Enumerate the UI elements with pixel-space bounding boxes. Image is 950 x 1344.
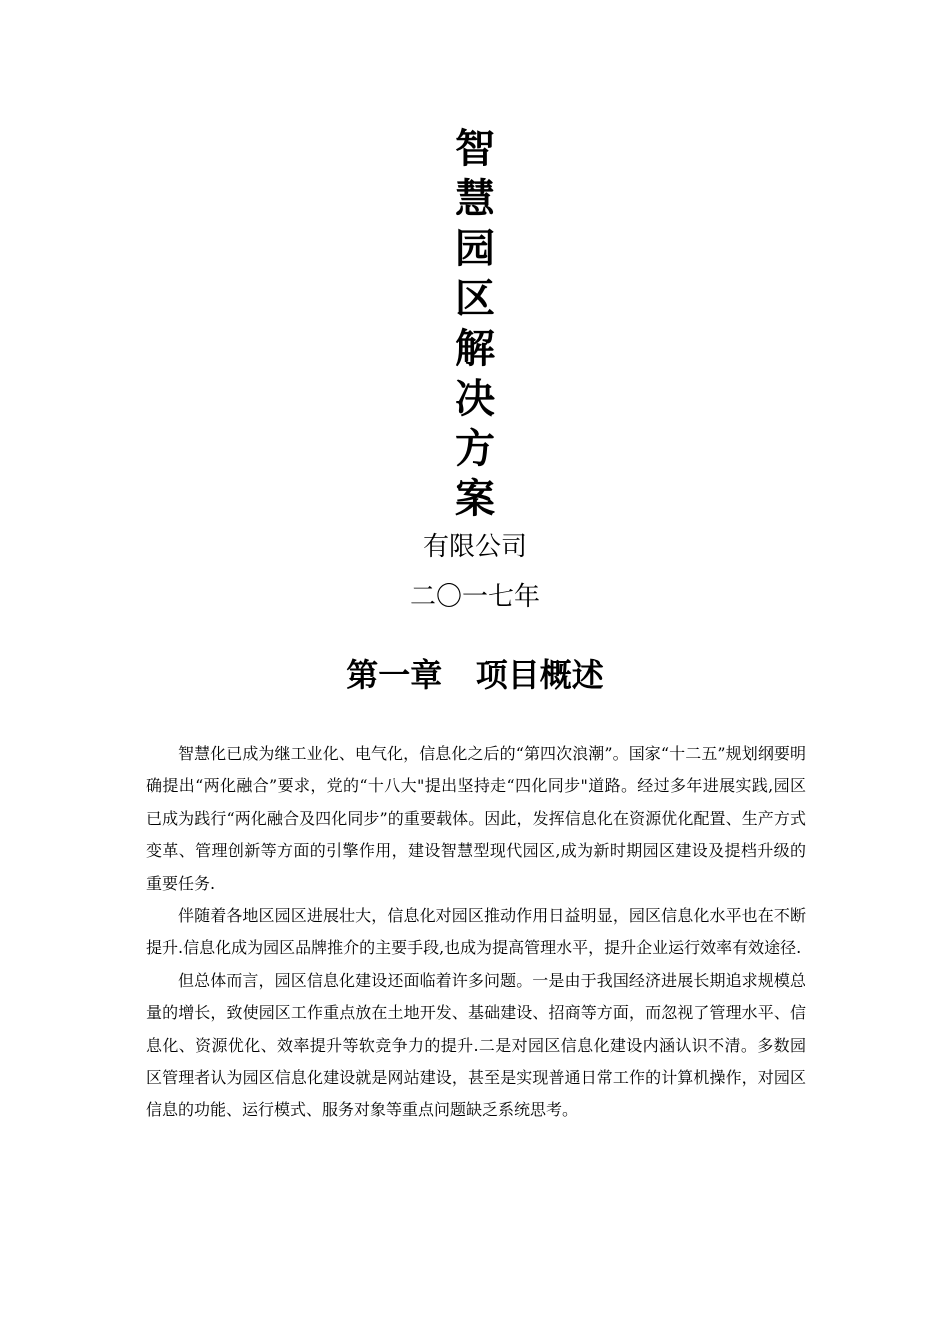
title-char: 决 <box>455 376 495 422</box>
title-char: 慧 <box>455 176 495 222</box>
paragraph: 伴随着各地区园区进展壮大，信息化对园区推动作用日益明显，园区信息化水平也在不断提升.信息化成为园区品牌推介的主要手段,也成为提高管理水平，提升企业运行效率有效途径. <box>146 906 806 958</box>
chapter-heading: 第一章 项目概述 <box>346 656 604 694</box>
title-char: 解 <box>455 326 495 372</box>
title-char: 园 <box>455 226 495 272</box>
title-char: 区 <box>455 276 495 322</box>
title-char: 案 <box>455 476 495 522</box>
company-name: 有限公司 <box>422 532 527 562</box>
title-char: 智 <box>455 126 495 172</box>
paragraph: 智慧化已成为继工业化、电气化，信息化之后的“第四次浪潮”。国家“十二五”规划纲要明确提出“两化融合”要求，党的“十八大"提出坚持走“四化同步"道路。经过多年进展实践,园区已成为践行“两化融合及四化同步”的重要载体。因此，发挥信息化在资源优化配置、生产方式变革、管理创新等方面的引擎作用，建设智慧型现代园区,成为新时期园区建设及提档升级的重要任务. <box>146 744 806 893</box>
body-text <box>146 738 806 1127</box>
title-char: 方 <box>455 426 495 472</box>
cover-title <box>0 124 950 524</box>
document-year: 二〇一七年 <box>409 582 540 612</box>
paragraph: 但总体而言，园区信息化建设还面临着许多问题。一是由于我国经济进展长期追求规模总量的增长，致使园区工作重点放在土地开发、基础建设、招商等方面，而忽视了管理水平、信息化、资源优化、效率提升等软竞争力的提升.二是对园区信息化建设内涵认识不清。多数园区管理者认为园区信息化建设就是网站建设，甚至是实现普通日常工作的计算机操作，对园区信息的功能、运行模式、服务对象等重点问题缺乏系统思考。 <box>146 970 806 1120</box>
